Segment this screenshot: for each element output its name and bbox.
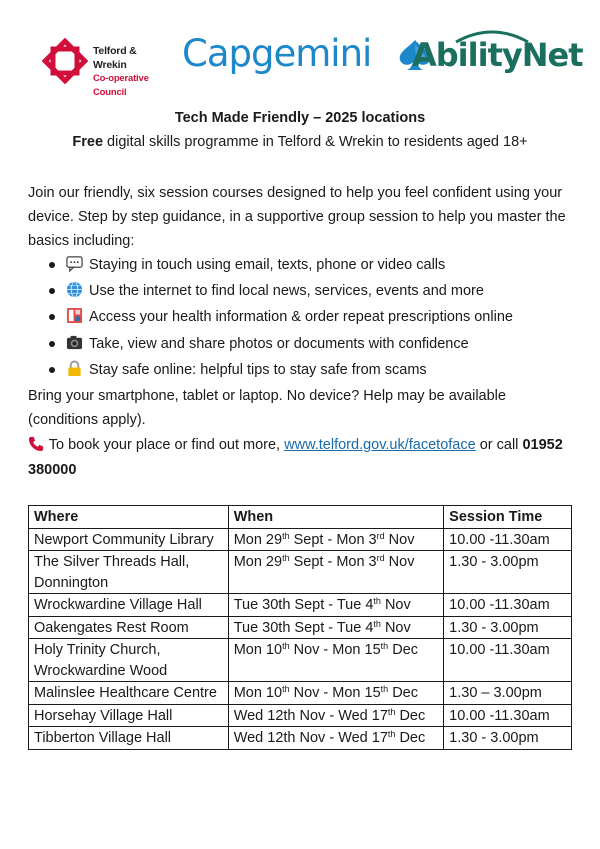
- date-ordinal-suffix: th: [282, 530, 290, 541]
- column-header-where: Where: [29, 506, 229, 529]
- cell-session-time: 10.00 -11.30am: [444, 528, 572, 551]
- padlock-icon: [66, 360, 83, 377]
- speech-bubble-icon: [66, 255, 83, 272]
- subtitle-text: digital skills programme in Telford & Wrekin to residents aged 18+: [103, 134, 528, 150]
- date-ordinal-suffix: th: [387, 729, 396, 739]
- booking-paragraph: [28, 433, 576, 483]
- page-subtitle: [0, 134, 600, 150]
- intro-paragraph: Join our friendly, six session courses designed to help you feel confident using your device. Step by step guidance, in a supportive group session to help you master the basics including:: [28, 185, 566, 249]
- list-item: [28, 334, 588, 360]
- when-part: Mon 29: [233, 554, 283, 570]
- table-row: [29, 551, 572, 594]
- booking-text-call: or call: [475, 437, 523, 453]
- when-part: Wed 12th Nov - Wed 17: [233, 707, 388, 724]
- table-row: [29, 727, 572, 750]
- pill-chart-icon: [66, 307, 83, 324]
- cell-when: [228, 551, 443, 594]
- when-part: Tue 30th Sept - Tue 4: [233, 597, 374, 613]
- when-part: Mon 29: [233, 531, 283, 548]
- date-ordinal-suffix: th: [282, 553, 290, 563]
- when-part: Sept - Mon 3: [289, 554, 377, 570]
- table-header-row: [29, 506, 572, 529]
- when-part: Dec: [395, 730, 426, 746]
- locations-table: [28, 505, 572, 750]
- cell-where: Tibberton Village Hall: [29, 727, 229, 750]
- when-part: Nov: [384, 554, 415, 570]
- when-part: Mon 10: [233, 685, 283, 701]
- cell-where: Horsehay Village Hall: [29, 704, 229, 727]
- cell-where: Oakengates Rest Room: [29, 616, 229, 639]
- list-item: [28, 360, 588, 386]
- topics-list: [28, 255, 588, 386]
- when-part: Nov - Mon 15: [289, 642, 381, 658]
- cell-when: [228, 594, 443, 617]
- capgemini-wordmark: Capgemini: [182, 32, 372, 75]
- when-part: Wed 12th Nov - Wed 17: [233, 730, 388, 746]
- date-ordinal-suffix: th: [380, 684, 389, 694]
- cell-when: [228, 528, 443, 551]
- cell-when: [228, 616, 443, 639]
- date-ordinal-suffix: rd: [376, 530, 385, 541]
- council-tagline: Co-operative Council: [93, 73, 149, 98]
- date-ordinal-suffix: th: [282, 641, 290, 651]
- when-part: Tue 30th Sept - Tue 4: [233, 619, 374, 636]
- camera-icon: [66, 334, 83, 351]
- abilitynet-wordmark: AbilityNet: [412, 36, 583, 74]
- phone-number[interactable]: 01952 380000: [28, 437, 563, 478]
- cell-when: [228, 682, 443, 705]
- when-part: Dec: [388, 642, 418, 658]
- table-row: [29, 639, 572, 682]
- cell-session-time: 10.00 -11.30am: [444, 639, 572, 682]
- cell-session-time: 1.30 – 3.00pm: [444, 682, 572, 705]
- cell-session-time: 1.30 - 3.00pm: [444, 727, 572, 750]
- bullet-text: Staying in touch using email, texts, phone or video calls: [89, 257, 446, 273]
- cell-session-time: 1.30 - 3.00pm: [444, 616, 572, 639]
- telephone-icon: [28, 435, 45, 452]
- column-header-session-time: Session Time: [444, 506, 572, 529]
- when-part: Nov - Mon 15: [289, 685, 381, 701]
- date-ordinal-suffix: th: [373, 618, 381, 629]
- globe-icon: [66, 281, 83, 298]
- facetoface-link[interactable]: www.telford.gov.uk/facetoface: [284, 437, 476, 453]
- bring-device-paragraph: Bring your smartphone, tablet or laptop. No device? Help may be available (conditions apply).: [28, 388, 506, 428]
- when-part: Dec: [388, 685, 418, 701]
- list-item: [28, 281, 588, 307]
- when-part: Nov: [380, 597, 411, 613]
- council-emblem-icon: [42, 38, 88, 84]
- telford-wrekin-logo: [42, 38, 172, 98]
- booking-text: To book your place or find out more,: [45, 437, 285, 453]
- subtitle-emphasis: Free: [72, 134, 104, 150]
- when-part: Mon 10: [233, 642, 283, 658]
- logo-bar: [42, 30, 583, 98]
- list-item: [28, 307, 588, 333]
- cell-session-time: 10.00 -11.30am: [444, 594, 572, 617]
- cell-when: [228, 727, 443, 750]
- cell-session-time: 1.30 - 3.00pm: [444, 551, 572, 594]
- cell-when: [228, 704, 443, 727]
- cell-where: The Silver Threads Hall, Donnington: [29, 551, 229, 594]
- when-part: Nov: [380, 619, 411, 636]
- date-ordinal-suffix: th: [373, 596, 381, 606]
- when-part: Dec: [395, 707, 426, 724]
- cell-where: Newport Community Library: [29, 528, 229, 551]
- date-ordinal-suffix: th: [380, 641, 389, 651]
- table-row: [29, 682, 572, 705]
- cell-when: [228, 639, 443, 682]
- page-title: Tech Made Friendly – 2025 locations: [174, 110, 426, 126]
- cell-where: Holy Trinity Church, Wrockwardine Wood: [29, 639, 229, 682]
- when-part: Sept - Mon 3: [289, 531, 377, 548]
- date-ordinal-suffix: th: [387, 706, 396, 717]
- table-row: [29, 616, 572, 639]
- bullet-text: Take, view and share photos or documents with confidence: [89, 335, 469, 352]
- bullet-text: Stay safe online: helpful tips to stay safe from scams: [89, 361, 427, 378]
- table-row: [29, 704, 572, 727]
- table-row: [29, 528, 572, 551]
- cell-where: Malinslee Healthcare Centre: [29, 682, 229, 705]
- cell-where: Wrockwardine Village Hall: [29, 594, 229, 617]
- bullet-text: Access your health information & order repeat prescriptions online: [89, 309, 513, 326]
- when-part: Nov: [384, 531, 415, 548]
- table-row: [29, 594, 572, 617]
- date-ordinal-suffix: th: [282, 684, 290, 694]
- council-name: Telford & Wrekin: [93, 45, 137, 71]
- list-item: [28, 255, 588, 281]
- column-header-when: When: [228, 506, 443, 529]
- bullet-text: Use the internet to find local news, services, events and more: [89, 283, 484, 300]
- date-ordinal-suffix: rd: [376, 553, 385, 563]
- cell-session-time: 10.00 -11.30am: [444, 704, 572, 727]
